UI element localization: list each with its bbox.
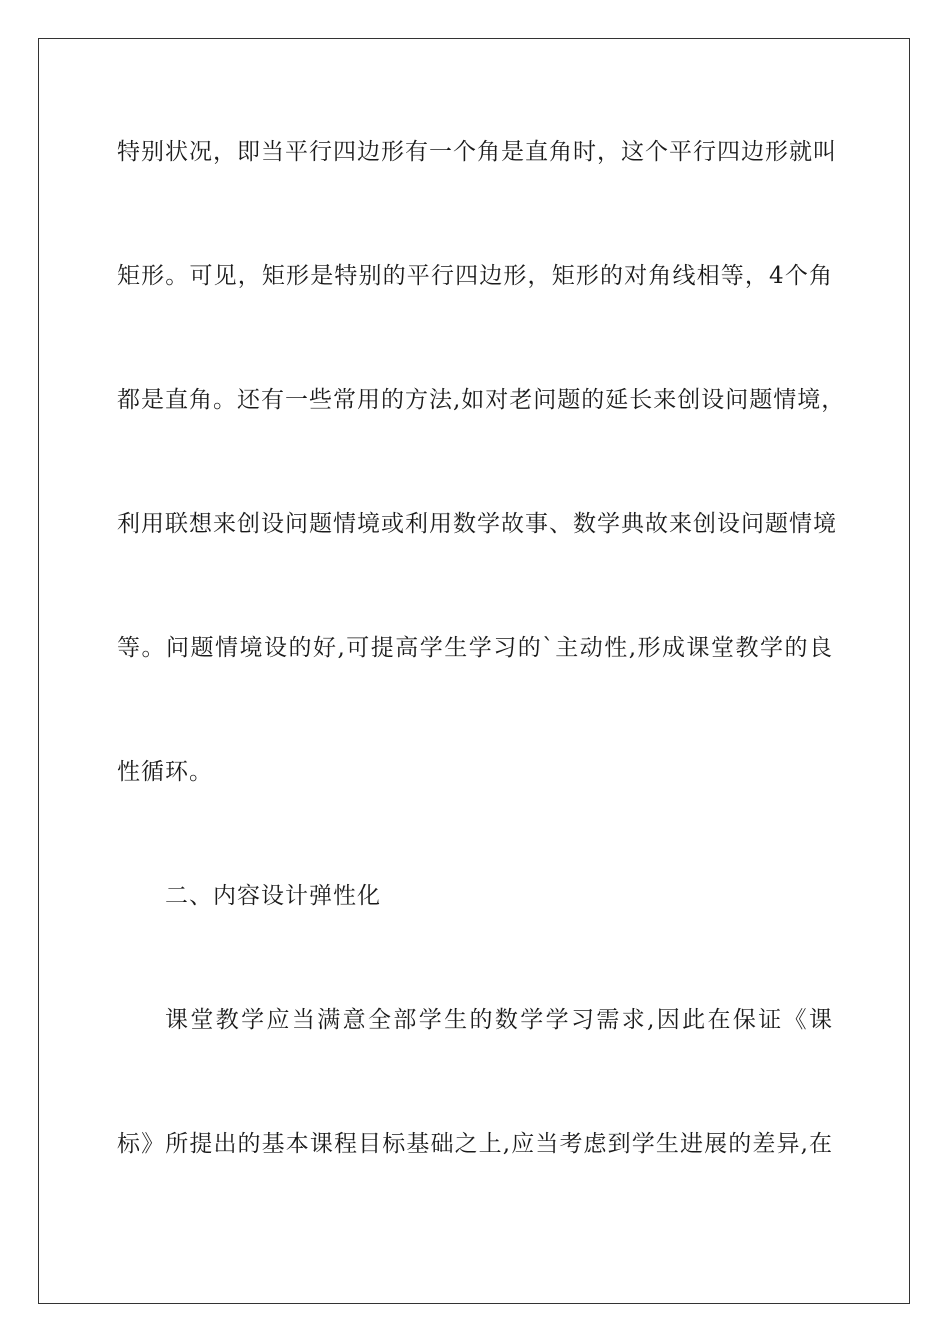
body-text-line: 都是直角。还有一些常用的方法,如对老问题的延长来创设问题情境， [117, 387, 846, 413]
body-text-line: 利用联想来创设问题情境或利用数学故事、数学典故来创设问题情境 [117, 511, 837, 537]
body-text-line: 特别状况，即当平行四边形有一个角是直角时，这个平行四边形就叫 [117, 139, 837, 165]
body-text-line: 性循环。 [117, 759, 213, 785]
body-text-line: 矩形。可见，矩形是特别的平行四边形，矩形的对角线相等，4个角 [117, 263, 833, 289]
body-text-line: 标》所提出的基本课程目标基础之上,应当考虑到学生进展的差异,在 [117, 1131, 833, 1157]
body-text-line: 课堂教学应当满意全部学生的数学学习需求,因此在保证《课 [165, 1007, 833, 1033]
section-heading: 二、内容设计弹性化 [165, 883, 381, 909]
body-text-line: 等。问题情境设的好,可提高学生学习的`主动性,形成课堂教学的良 [117, 635, 833, 661]
page-border [38, 38, 910, 1304]
